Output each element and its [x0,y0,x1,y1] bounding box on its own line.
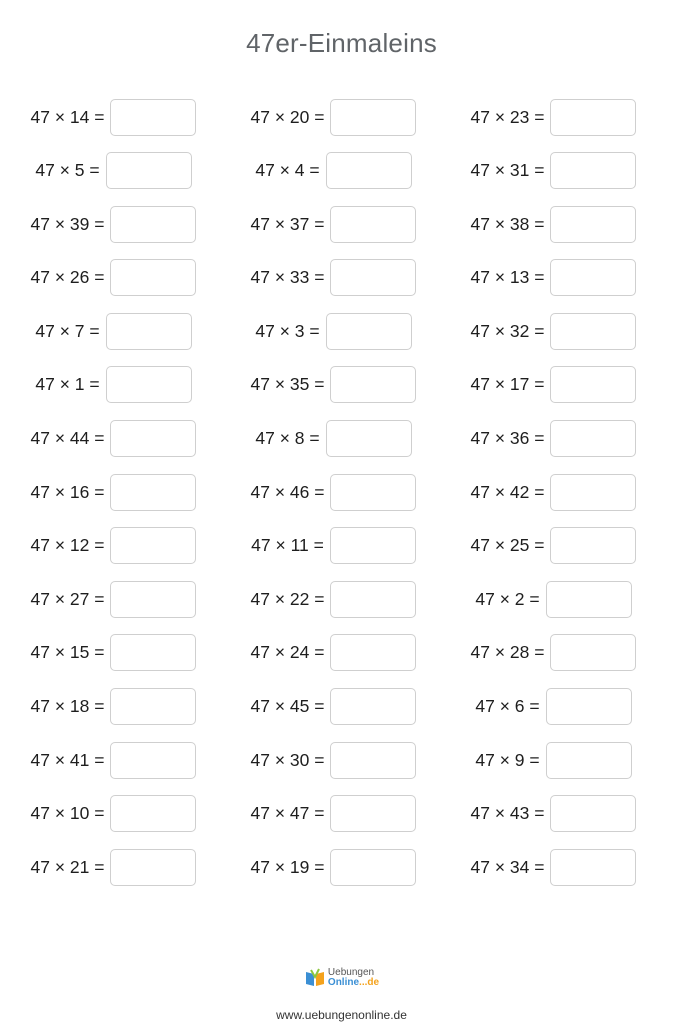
answer-box[interactable] [106,152,192,189]
answer-box[interactable] [330,206,416,243]
page-title: 47er-Einmaleins [246,28,437,58]
answer-box[interactable] [330,742,416,779]
answer-box[interactable] [110,849,196,886]
exercise-item [226,633,441,673]
answer-box[interactable] [330,474,416,511]
exercise-item [6,97,221,137]
exercise-expression: 47 × 34 = [470,856,545,877]
answer-box[interactable] [110,581,196,618]
book-icon [304,968,326,988]
exercise-row [0,526,683,580]
exercise-item [226,97,441,137]
exercise-row [0,419,683,473]
answer-box[interactable] [550,206,636,243]
answer-box[interactable] [110,688,196,725]
exercise-item [446,151,661,191]
exercise-expression: 47 × 42 = [470,481,545,502]
exercise-expression: 47 × 39 = [30,213,105,234]
exercise-expression: 47 × 20 = [250,106,325,127]
exercise-expression: 47 × 28 = [470,642,545,663]
answer-box[interactable] [550,99,636,136]
exercise-item [226,740,441,780]
answer-box[interactable] [110,206,196,243]
answer-box[interactable] [110,474,196,511]
answer-box[interactable] [550,259,636,296]
answer-box[interactable] [550,366,636,403]
exercise-item [6,847,221,887]
exercise-expression: 47 × 11 = [251,535,324,556]
exercise-item [6,740,221,780]
exercise-expression: 47 × 33 = [250,267,325,288]
exercise-item [446,794,661,834]
answer-box[interactable] [550,795,636,832]
answer-box[interactable] [546,742,632,779]
exercise-expression: 47 × 13 = [470,267,545,288]
exercise-row [0,633,683,687]
logo-bottom-text: Online...de [327,977,380,988]
exercise-expression: 47 × 17 = [470,374,545,395]
exercise-row [0,579,683,633]
exercise-expression: 47 × 21 = [30,856,105,877]
logo-top-text: Uebungen [327,967,375,978]
exercise-item [446,579,661,619]
answer-box[interactable] [330,795,416,832]
exercise-item [226,579,441,619]
exercise-expression: 47 × 7 = [35,320,100,341]
exercise-item [446,419,661,459]
exercise-item [6,258,221,298]
exercise-item [226,472,441,512]
footer-logo [0,968,683,988]
exercise-expression: 47 × 5 = [35,160,100,181]
exercise-item [226,526,441,566]
answer-box[interactable] [546,688,632,725]
answer-box[interactable] [330,581,416,618]
exercise-expression: 47 × 22 = [250,588,325,609]
answer-box[interactable] [550,474,636,511]
exercise-row [0,97,683,151]
exercise-item [446,258,661,298]
answer-box[interactable] [550,527,636,564]
exercise-item [226,419,441,459]
exercise-item [6,633,221,673]
exercise-row [0,794,683,848]
exercise-item [6,151,221,191]
exercise-item [446,97,661,137]
exercise-expression: 47 × 30 = [250,749,325,770]
exercise-expression: 47 × 19 = [250,856,325,877]
exercise-expression: 47 × 45 = [250,696,325,717]
exercise-item [226,258,441,298]
answer-box[interactable] [110,420,196,457]
answer-box[interactable] [330,99,416,136]
exercise-row [0,847,683,901]
exercise-item [446,633,661,673]
exercise-item [446,311,661,351]
exercise-item [6,526,221,566]
exercise-expression: 47 × 14 = [30,106,105,127]
answer-box[interactable] [546,581,632,618]
answer-box[interactable] [550,313,636,350]
exercise-item [226,794,441,834]
answer-box[interactable] [550,152,636,189]
answer-box[interactable] [550,849,636,886]
exercise-expression: 47 × 26 = [30,267,105,288]
exercise-expression: 47 × 47 = [250,803,325,824]
exercise-item [446,204,661,244]
exercise-item [6,579,221,619]
exercise-row [0,311,683,365]
exercise-expression: 47 × 18 = [30,696,105,717]
exercise-row [0,365,683,419]
answer-box[interactable] [326,152,412,189]
exercise-row [0,204,683,258]
exercise-expression: 47 × 32 = [470,320,545,341]
exercise-expression: 47 × 16 = [30,481,105,502]
exercise-expression: 47 × 43 = [470,803,545,824]
exercise-expression: 47 × 36 = [470,428,545,449]
exercise-item [6,204,221,244]
answer-box[interactable] [330,634,416,671]
exercise-expression: 47 × 31 = [470,160,545,181]
answer-box[interactable] [106,366,192,403]
answer-box[interactable] [326,313,412,350]
exercise-item [446,740,661,780]
exercise-expression: 47 × 9 = [475,749,540,770]
exercise-expression: 47 × 35 = [250,374,325,395]
answer-box[interactable] [330,849,416,886]
exercise-row [0,687,683,741]
exercise-expression: 47 × 3 = [255,320,320,341]
exercise-item [446,687,661,727]
answer-box[interactable] [330,688,416,725]
answer-box[interactable] [110,527,196,564]
answer-box[interactable] [110,99,196,136]
exercise-expression: 47 × 27 = [30,588,105,609]
exercise-row [0,258,683,312]
exercise-item [226,847,441,887]
answer-box[interactable] [106,313,192,350]
exercise-expression: 47 × 6 = [475,696,540,717]
exercise-expression: 47 × 38 = [470,213,545,234]
exercise-row [0,151,683,205]
exercise-item [6,365,221,405]
answer-box[interactable] [550,634,636,671]
answer-box[interactable] [330,259,416,296]
exercise-item [6,419,221,459]
exercise-item [6,687,221,727]
exercise-expression: 47 × 37 = [250,213,325,234]
answer-box[interactable] [110,795,196,832]
exercise-expression: 47 × 44 = [30,428,105,449]
answer-box[interactable] [330,527,416,564]
exercise-item [6,472,221,512]
exercise-item [446,472,661,512]
answer-box[interactable] [550,420,636,457]
exercise-expression: 47 × 15 = [30,642,105,663]
answer-box[interactable] [330,366,416,403]
exercise-item [446,365,661,405]
exercise-item [226,365,441,405]
answer-box[interactable] [326,420,412,457]
exercise-expression: 47 × 41 = [30,749,105,770]
exercise-item [226,687,441,727]
exercise-item [226,204,441,244]
answer-box[interactable] [110,742,196,779]
answer-box[interactable] [110,634,196,671]
footer-url[interactable]: www.uebungenonline.de [276,1008,407,1022]
exercise-expression: 47 × 46 = [250,481,325,502]
answer-box[interactable] [110,259,196,296]
exercise-item [446,847,661,887]
exercise-item [446,526,661,566]
exercise-expression: 47 × 25 = [470,535,545,556]
exercise-expression: 47 × 4 = [255,160,320,181]
exercise-item [226,311,441,351]
exercise-expression: 47 × 8 = [255,428,320,449]
exercise-expression: 47 × 12 = [30,535,105,556]
exercise-expression: 47 × 1 = [35,374,100,395]
exercise-expression: 47 × 10 = [30,803,105,824]
exercise-expression: 47 × 24 = [250,642,325,663]
exercise-row [0,472,683,526]
exercise-row [0,740,683,794]
exercise-item [6,311,221,351]
exercise-expression: 47 × 23 = [470,106,545,127]
exercise-grid [0,97,683,901]
exercise-item [6,794,221,834]
exercise-expression: 47 × 2 = [475,588,540,609]
exercise-item [226,151,441,191]
logo [304,968,379,988]
